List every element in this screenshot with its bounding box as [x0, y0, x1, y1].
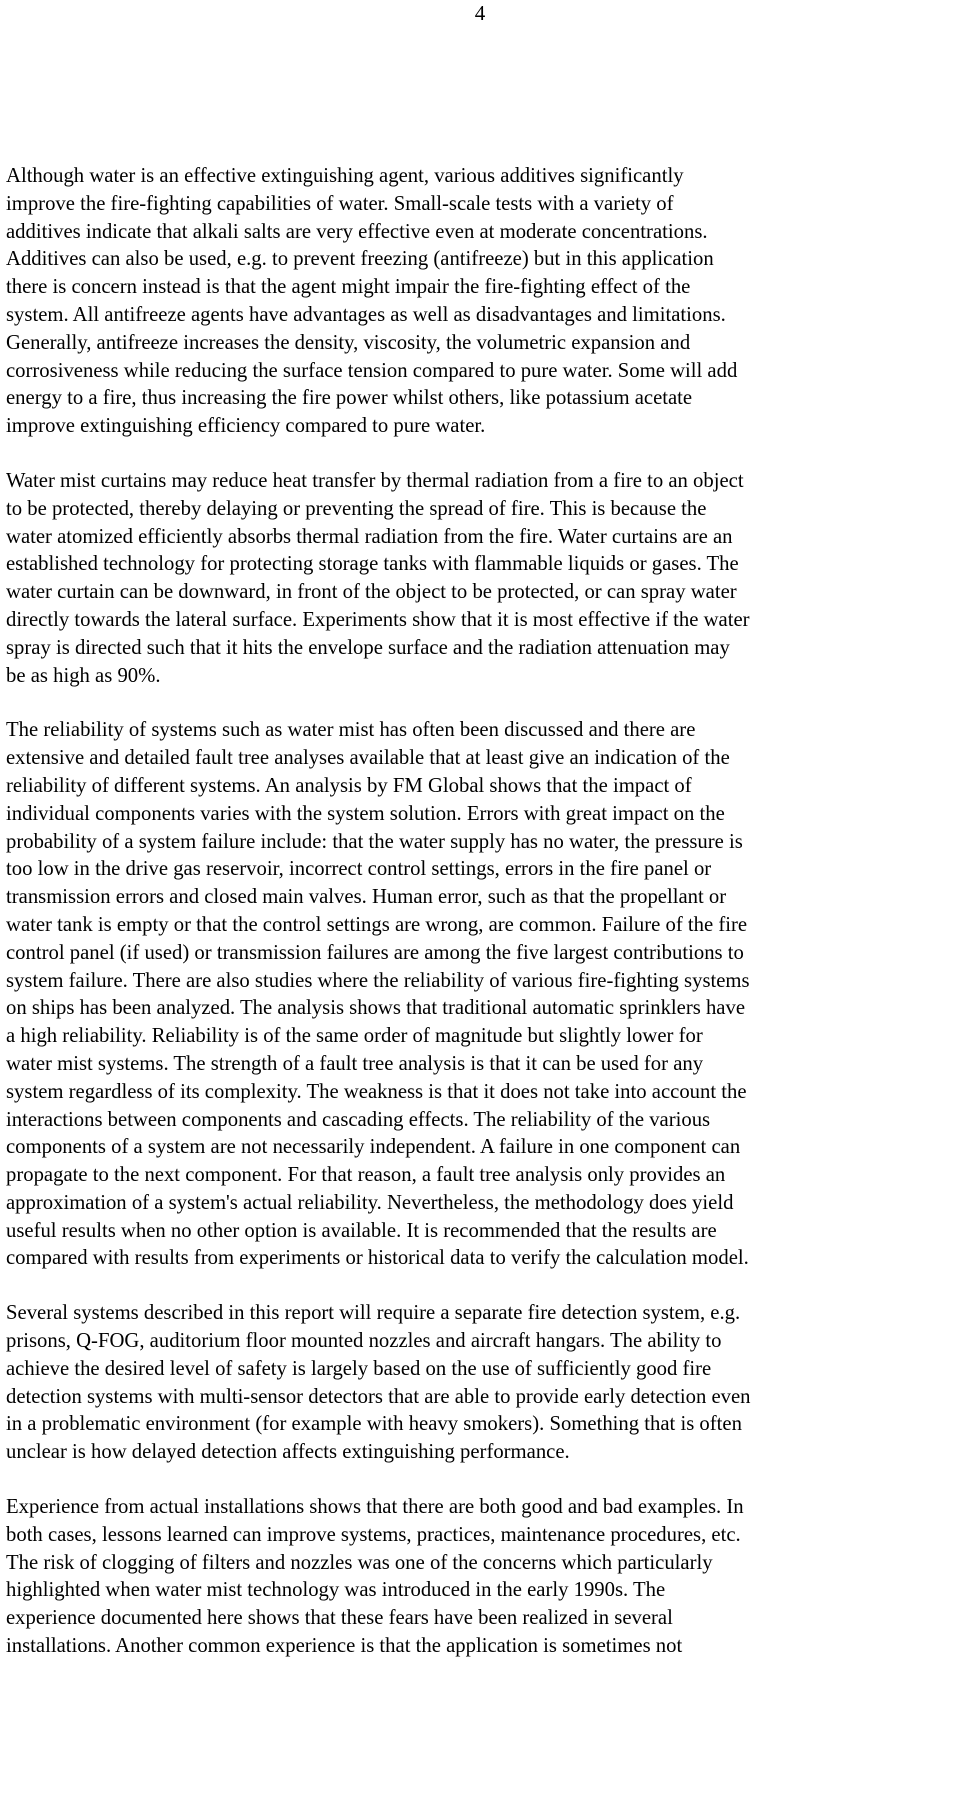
text-line: Additives can also be used, e.g. to prevent freezing (antifreeze) but in this application: [6, 248, 714, 271]
text-line: spray is directed such that it hits the envelope surface and the radiation attenuation may: [6, 636, 730, 659]
text-line: highlighted when water mist technology was introduced in the early 1990s. The: [6, 1579, 666, 1602]
text-line: energy to a fire, thus increasing the fire power whilst others, like potassium acetate: [6, 387, 693, 410]
text-line: in a problematic environment (for example with heavy smokers). Something that is often: [6, 1413, 742, 1436]
body-paragraph: [6, 1300, 959, 1467]
document-body: [6, 163, 959, 1688]
text-line: too low in the drive gas reservoir, incorrect control settings, errors in the fire panel or: [6, 858, 712, 881]
text-line: transmission errors and closed main valves. Human error, such as that the propellant or: [6, 886, 727, 909]
text-line: system. All antifreeze agents have advantages as well as disadvantages and limitations.: [6, 303, 726, 326]
text-line: installations. Another common experience is that the application is sometimes not: [6, 1635, 683, 1658]
body-paragraph: [6, 717, 959, 1273]
text-line: a high reliability. Reliability is of the same order of magnitude but slightly lower for: [6, 1025, 703, 1048]
body-paragraph: [6, 1494, 959, 1661]
text-line: established technology for protecting storage tanks with flammable liquids or gases. The: [6, 553, 739, 576]
text-line: Generally, antifreeze increases the density, viscosity, the volumetric expansion and: [6, 331, 691, 354]
text-line: extensive and detailed fault tree analyses available that at least give an indication of the: [6, 747, 730, 770]
text-line: water mist systems. The strength of a fault tree analysis is that it can be used for any: [6, 1052, 704, 1075]
text-line: improve the fire-fighting capabilities of water. Small-scale tests with a variety of: [6, 192, 674, 215]
text-line: improve extinguishing efficiency compared to pure water.: [6, 415, 486, 438]
text-line: Experience from actual installations shows that there are both good and bad examples. In: [6, 1496, 744, 1519]
text-line: detection systems with multi-sensor detectors that are able to provide early detection even: [6, 1385, 751, 1408]
text-line: be as high as 90%.: [6, 664, 161, 687]
text-line: water atomized efficiently absorbs thermal radiation from the fire. Water curtains are an: [6, 525, 733, 548]
text-line: Although water is an effective extinguishing agent, various additives significantly: [6, 165, 684, 187]
text-line: achieve the desired level of safety is largely based on the use of sufficiently good fire: [6, 1357, 712, 1380]
text-line: useful results when no other option is available. It is recommended that the results are: [6, 1219, 717, 1242]
text-line: prisons, Q-FOG, auditorium floor mounted nozzles and aircraft hangars. The ability to: [6, 1330, 722, 1353]
body-paragraph: [6, 468, 959, 690]
text-line: there is concern instead is that the agent might impair the fire-fighting effect of the: [6, 276, 691, 299]
text-line: Water mist curtains may reduce heat transfer by thermal radiation from a fire to an object: [6, 469, 744, 492]
text-line: interactions between components and cascading effects. The reliability of the various: [6, 1108, 711, 1131]
text-line: directly towards the lateral surface. Experiments show that it is most effective if the water: [6, 608, 750, 631]
text-line: system failure. There are also studies where the reliability of various fire-fighting systems: [6, 969, 750, 992]
text-line: reliability of different systems. An analysis by FM Global shows that the impact of: [6, 774, 692, 797]
text-line: water curtain can be downward, in front of the object to be protected, or can spray water: [6, 581, 737, 604]
text-line: components of a system are not necessarily independent. A failure in one component can: [6, 1136, 741, 1159]
text-line: water tank is empty or that the control settings are wrong, are common. Failure of the fire: [6, 913, 748, 936]
text-line: individual components varies with the system solution. Errors with great impact on the: [6, 802, 725, 825]
text-line: experience documented here shows that these fears have been realized in several: [6, 1607, 673, 1630]
text-line: propagate to the next component. For that reason, a fault tree analysis only provides an: [6, 1164, 726, 1187]
text-line: The risk of clogging of filters and nozzles was one of the concerns which particularly: [6, 1551, 713, 1574]
text-line: corrosiveness while reducing the surface tension compared to pure water. Some will add: [6, 359, 738, 382]
text-line: on ships has been analyzed. The analysis shows that traditional automatic sprinklers have: [6, 997, 746, 1020]
text-line: control panel (if used) or transmission failures are among the five largest contributions to: [6, 941, 744, 964]
text-line: Several systems described in this report will require a separate fire detection system, e.g.: [6, 1302, 741, 1325]
page-number: 4: [474, 1, 486, 25]
text-line: to be protected, thereby delaying or preventing the spread of fire. This is because the: [6, 497, 707, 520]
text-line: both cases, lessons learned can improve systems, practices, maintenance procedures, etc.: [6, 1523, 741, 1546]
text-line: probability of a system failure include: that the water supply has no water, the pressure is: [6, 830, 743, 853]
text-line: system regardless of its complexity. The weakness is that it does not take into account the: [6, 1080, 747, 1103]
text-line: additives indicate that alkali salts are very effective even at moderate concentrations.: [6, 220, 708, 243]
text-line: The reliability of systems such as water mist has often been discussed and there are: [6, 719, 696, 742]
body-paragraph: [6, 163, 959, 441]
text-line: approximation of a system's actual reliability. Nevertheless, the methodology does yield: [6, 1191, 734, 1214]
text-line: compared with results from experiments or historical data to verify the calculation model.: [6, 1247, 749, 1270]
text-line: unclear is how delayed detection affects extinguishing performance.: [6, 1441, 570, 1464]
